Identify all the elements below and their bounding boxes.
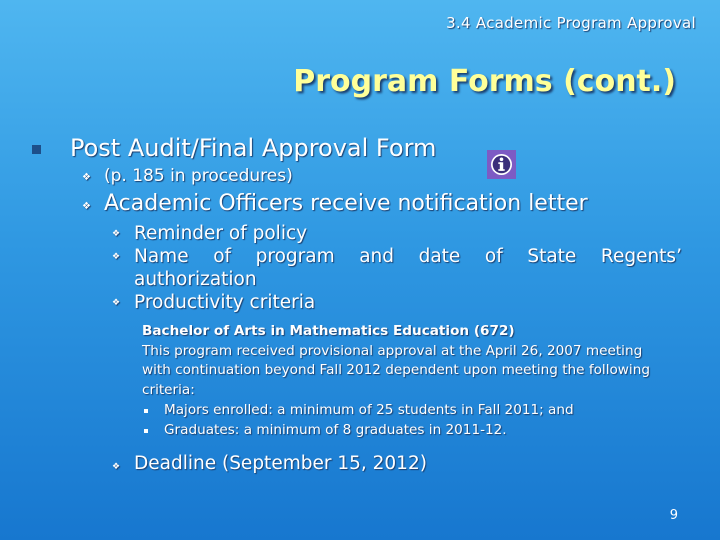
- small-square-bullet-icon: [144, 429, 148, 433]
- word: of: [213, 246, 232, 267]
- bullet-text: Post Audit/Final Approval Form: [70, 134, 437, 162]
- diamond-bullet-icon: ❖: [112, 298, 121, 308]
- diamond-bullet-icon: ❖: [82, 201, 91, 212]
- sub-bullet-text: Academic Officers receive notification letter: [104, 191, 588, 216]
- criteria-text: Majors enrolled: a minimum of 25 students in Fall 2011; and: [164, 402, 574, 418]
- excerpt-title: Bachelor of Arts in Mathematics Education (672): [142, 323, 515, 339]
- list-item-text: Productivity criteria: [134, 292, 316, 313]
- word: of: [484, 246, 503, 267]
- word: State: [527, 246, 577, 267]
- sub-bullet-text: (p. 185 in procedures): [104, 166, 293, 186]
- excerpt-line: with continuation beyond Fall 2012 dependent upon meeting the following: [142, 362, 650, 378]
- list-item: [112, 245, 682, 291]
- deadline-text: Deadline (September 15, 2012): [134, 453, 427, 474]
- word: Regents’: [600, 246, 682, 267]
- list-item: [112, 222, 682, 245]
- list-item-text: Reminder of policy: [134, 223, 308, 244]
- criteria-item: [142, 401, 672, 421]
- criteria-text: Graduates: a minimum of 8 graduates in 2011-12.: [164, 421, 507, 438]
- word: program: [255, 246, 335, 267]
- section-title: 3.4 Academic Program Approval: [446, 14, 696, 32]
- small-square-bullet-icon: [144, 409, 148, 413]
- word: date: [418, 246, 461, 267]
- slide-title: Program Forms (cont.): [293, 64, 676, 99]
- diamond-bullet-icon: ❖: [112, 462, 121, 472]
- excerpt-line: criteria:: [142, 381, 195, 398]
- justified-line: [134, 245, 682, 268]
- word: Name: [134, 246, 189, 267]
- info-icon[interactable]: [487, 150, 516, 179]
- page-number: 9: [669, 508, 678, 523]
- diamond-bullet-icon: ❖: [112, 252, 121, 262]
- diamond-bullet-icon: ❖: [82, 172, 91, 183]
- criteria-item: [142, 421, 672, 441]
- continuation-line: authorization: [134, 269, 257, 290]
- list-item: [112, 291, 682, 314]
- criteria-list: [142, 401, 672, 440]
- sub-bullet-procedures: [82, 166, 293, 186]
- notification-contents-list: [112, 222, 682, 314]
- example-letter-excerpt: [142, 322, 672, 440]
- deadline-item: [112, 453, 427, 474]
- excerpt-line: This program received provisional approval at the April 26, 2007 meeting: [142, 342, 643, 359]
- bullet-post-audit: [36, 134, 436, 162]
- square-bullet-icon: [32, 145, 41, 154]
- sub-bullet-notification: [82, 191, 588, 216]
- word: and: [359, 246, 394, 267]
- diamond-bullet-icon: ❖: [112, 229, 121, 239]
